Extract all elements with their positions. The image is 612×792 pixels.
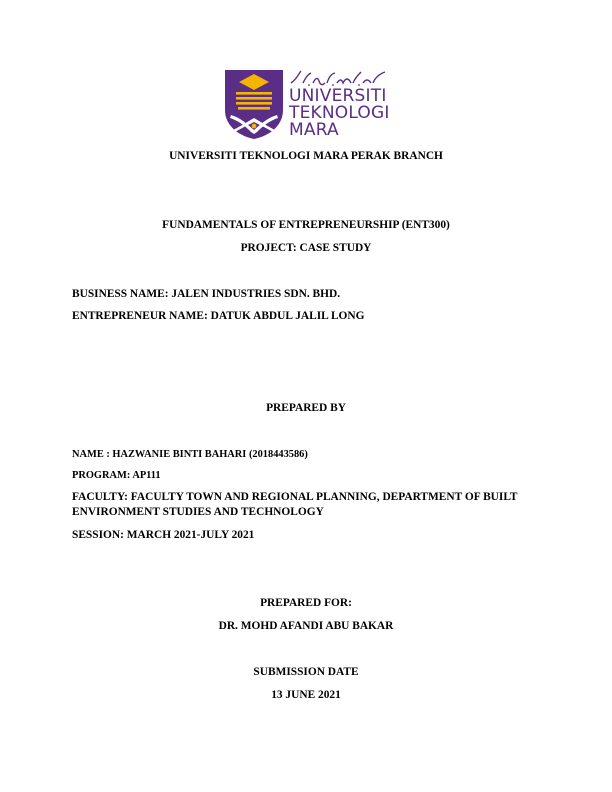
submission-date-heading: SUBMISSION DATE [253,666,359,678]
student-faculty: FACULTY: FACULTY TOWN AND REGIONAL PLANNING, DEPARTMENT OF BUILT ENVIRONMENT STUDIES AND TECHNOLOGY [72,491,518,518]
logo-line-mara: MARA [289,120,339,140]
uitm-crest-icon [223,68,285,140]
lecturer-name: DR. MOHD AFANDI ABU BAKAR [218,620,394,632]
submission-date: 13 JUNE 2021 [271,689,341,701]
course-title: FUNDAMENTALS OF ENTREPRENEURSHIP (ENT300) [162,219,450,231]
student-session: SESSION: MARCH 2021-JULY 2021 [72,529,255,541]
entrepreneur-name: ENTREPRENEUR NAME: DATUK ABDUL JALIL LONG [72,310,365,322]
logo-line-teknologi: TEKNOLOGI [289,103,390,123]
student-program: PROGRAM: AP111 [72,470,161,481]
uitm-wordmark [289,68,393,140]
prepared-for-heading: PREPARED FOR: [260,597,352,609]
institution-name: UNIVERSITI TEKNOLOGI MARA PERAK BRANCH [169,150,443,162]
business-name: BUSINESS NAME: JALEN INDUSTRIES SDN. BHD. [72,288,341,300]
uitm-logo [223,68,393,140]
project-title: PROJECT: CASE STUDY [240,242,372,254]
prepared-by-heading: PREPARED BY [266,402,346,414]
logo-line-universiti: UNIVERSITI [289,86,387,106]
student-name: NAME : HAZWANIE BINTI BAHARI (2018443586) [72,449,308,460]
jawi-script-logo [289,69,389,87]
